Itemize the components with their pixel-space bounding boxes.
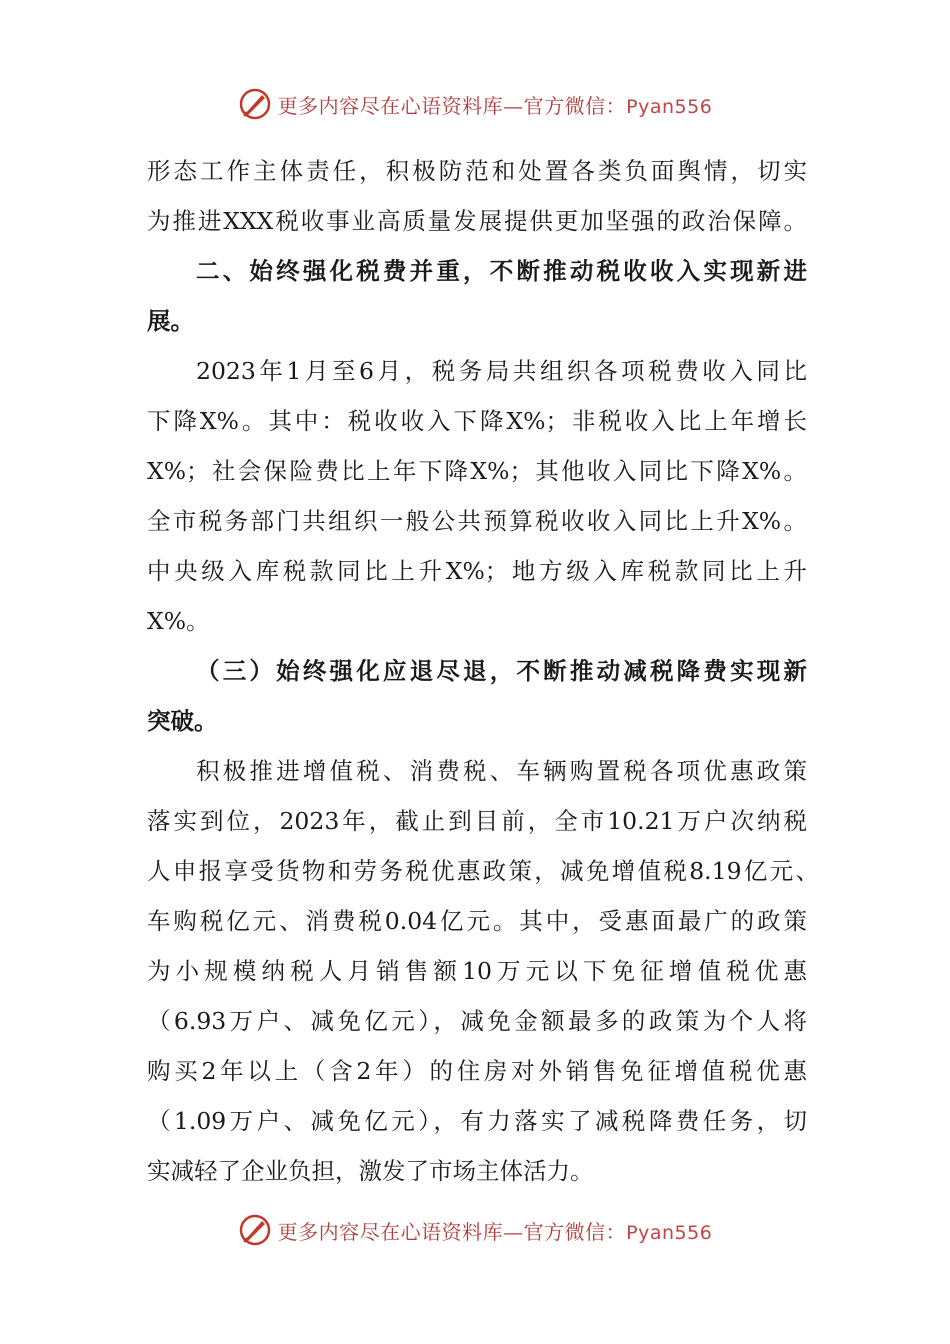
paragraph-line-3: 2023年1月至6月，税务局共组织各项税费收入同比 [196, 357, 807, 385]
watermark-wechat-id: Pyan556 [626, 1221, 713, 1244]
watermark-text: 更多内容尽在心语资料库—官方微信：Pyan556 [277, 1219, 713, 1244]
paragraph-line-13: 为小规模纳税人月销售额10万元以下免征增值税优惠 [147, 957, 807, 985]
quill-logo-icon [238, 87, 272, 121]
paragraph-line-12: 车购税亿元、消费税0.04亿元。其中，受惠面最广的政策 [147, 907, 807, 935]
watermark-content [238, 1213, 713, 1247]
section-heading-3-cont: 突破。 [147, 707, 218, 735]
watermark-banner-top [0, 84, 950, 124]
paragraph-line-15: 购买2年以上（含2年）的住房对外销售免征增值税优惠 [147, 1057, 807, 1085]
watermark-content [238, 87, 713, 121]
watermark-banner-bottom [0, 1210, 950, 1250]
paragraph-line-17: 实减轻了企业负担，激发了市场主体活力。 [147, 1157, 594, 1185]
paragraph-line-6: 全市税务部门共组织一般公共预算税收收入同比上升X%。 [147, 507, 807, 535]
paragraph-line-9: 积极推进增值税、消费税、车辆购置税各项优惠政策 [196, 757, 807, 785]
paragraph-line-11: 人申报享受货物和劳务税优惠政策，减免增值税8.19亿元、 [147, 857, 819, 885]
paragraph-line-16: （1.09万户、减免亿元），有力落实了减税降费任务，切 [147, 1107, 807, 1135]
paragraph-line-14: （6.93万户、减免亿元），减免金额最多的政策为个人将 [147, 1007, 807, 1035]
paragraph-line-4: 下降X%。其中：税收收入下降X%；非税收入比上年增长 [147, 407, 807, 435]
paragraph-line-10: 落实到位，2023年，截止到目前，全市10.21万户次纳税 [147, 807, 807, 835]
paragraph-line-8: X%。 [147, 607, 210, 635]
watermark-wechat-id: Pyan556 [626, 95, 713, 118]
paragraph-line-5: X%；社会保险费比上年下降X%；其他收入同比下降X%。 [147, 457, 807, 485]
paragraph-line-7: 中央级入库税款同比上升X%；地方级入库税款同比上升 [147, 557, 807, 585]
quill-logo-icon [238, 1213, 272, 1247]
section-heading-2-cont: 展。 [147, 307, 194, 335]
section-heading-3: （三）始终强化应退尽退，不断推动减税降费实现新 [196, 657, 807, 685]
section-heading-2: 二、始终强化税费并重，不断推动税收收入实现新进 [196, 257, 807, 285]
watermark-text: 更多内容尽在心语资料库—官方微信：Pyan556 [277, 93, 713, 118]
paragraph-line-1: 形态工作主体责任，积极防范和处置各类负面舆情，切实 [147, 157, 807, 185]
paragraph-line-2: 为推进XXX税收事业高质量发展提供更加坚强的政治保障。 [147, 207, 807, 235]
